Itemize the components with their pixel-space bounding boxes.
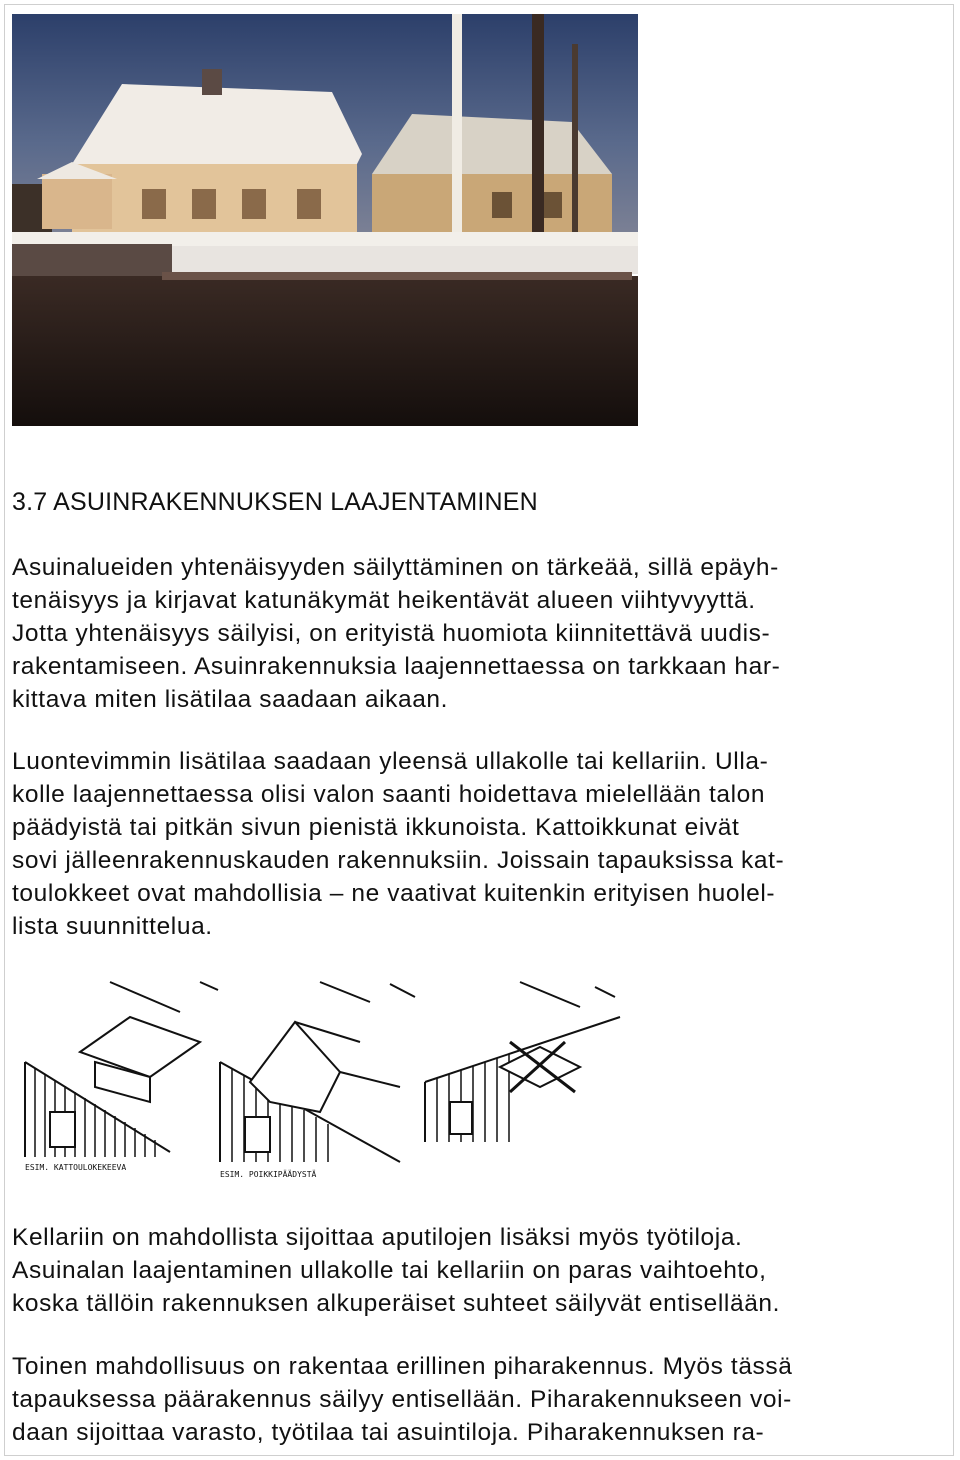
sketch-shed-dormer: [25, 982, 218, 1172]
text-line: kolle laajennettaessa olisi valon saanti hoidettava mielellään talon: [12, 781, 766, 808]
sketch-gable-dormer: [220, 982, 415, 1179]
text-line: rakentamiseen. Asuinrakennuksia laajennettaessa on tarkkaan har-: [12, 653, 781, 680]
text-line: päädyistä tai pitkän sivun pienistä ikkunoista. Kattoikkunat eivät: [12, 814, 740, 841]
paragraph-intro: [12, 551, 948, 716]
text-line: Luontevimmin lisätilaa saadaan yleensä ullakolle tai kellariin. Ulla-: [12, 748, 769, 775]
sketch-roof-window-rejected: [425, 982, 620, 1142]
section-heading: 3.7 ASUINRAKENNUKSEN LAAJENTAMINEN: [12, 488, 538, 516]
sketch-caption-1: ESIM. KATTOULOKEKEEVA: [25, 1163, 127, 1172]
text-line: Toinen mahdollisuus on rakentaa erillinen piharakennus. Myös tässä: [12, 1353, 793, 1380]
text-line: tapauksessa päärakennus säilyy entisellään. Piharakennukseen voi-: [12, 1386, 792, 1413]
text-line: Asuinalan laajentaminen ullakolle tai kellariin on paras vaihtoehto,: [12, 1257, 767, 1284]
text-line: toulokkeet ovat mahdollisia – ne vaativat kuitenkin erityisen huolel-: [12, 880, 776, 907]
house-photo: [12, 14, 638, 426]
paragraph-cellar: [12, 1221, 948, 1320]
dormer-sketches: [20, 972, 640, 1186]
text-line: sovi jälleenrakennuskauden rakennuksiin. Joissain tapauksissa kat-: [12, 847, 785, 874]
text-line: Kellariin on mahdollista sijoittaa aputilojen lisäksi myös työtiloja.: [12, 1224, 743, 1251]
paragraph-outbuilding: [12, 1350, 948, 1449]
paragraph-attic: [12, 745, 948, 943]
text-line: daan sijoittaa varasto, työtilaa tai asuintiloja. Piharakennuksen ra-: [12, 1419, 765, 1446]
text-line: tenäisyys ja kirjavat katunäkymät heikentävät alueen viihtyvyyttä.: [12, 587, 756, 614]
sketch-caption-2: ESIM. POIKKIPÄÄDYSTÄ: [220, 1170, 317, 1179]
text-line: Jotta yhtenäisyys säilyisi, on erityistä huomiota kiinnitettävä uudis-: [12, 620, 771, 647]
text-line: kittava miten lisätilaa saadaan aikaan.: [12, 686, 449, 713]
text-line: lista suunnittelua.: [12, 913, 213, 940]
text-line: Asuinalueiden yhtenäisyyden säilyttäminen on tärkeää, sillä epäyh-: [12, 554, 779, 581]
text-line: koska tällöin rakennuksen alkuperäiset suhteet säilyvät entisellään.: [12, 1290, 781, 1317]
